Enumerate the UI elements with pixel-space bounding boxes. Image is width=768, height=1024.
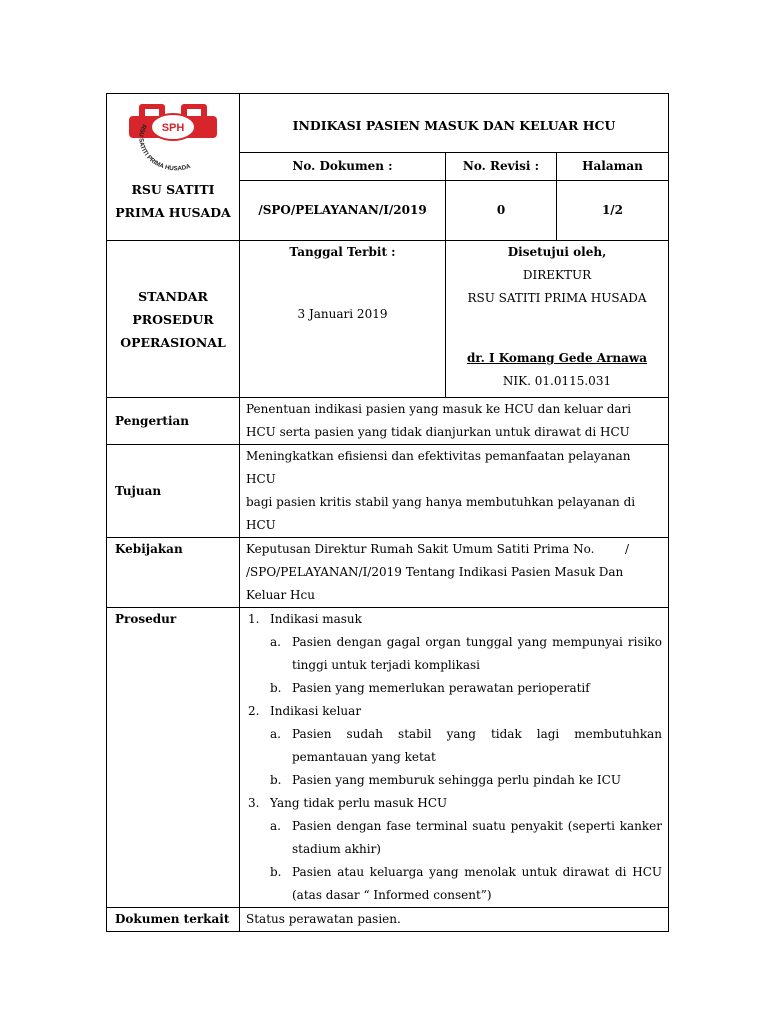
- hospital-name-line1: RSU SATITI: [131, 182, 215, 197]
- kebijakan-label: Kebijakan: [107, 538, 240, 608]
- logo-ring-text: RSU SATITI PRIMA HUSADA: [137, 123, 192, 172]
- sop-label-line3: OPERASIONAL: [120, 334, 226, 350]
- hospital-cell: [107, 94, 240, 241]
- prosedur-item: [240, 792, 668, 815]
- prosedur-item: [240, 700, 668, 723]
- prosedur-sublist: [240, 723, 668, 792]
- pengertian-label: Pengertian: [107, 398, 240, 445]
- sub-item: [240, 677, 668, 700]
- kebijakan-line1: Keputusan Direktur Rumah Sakit Umum Satiti Prima No. /: [246, 542, 629, 556]
- revision-value: 0: [446, 181, 557, 241]
- kebijakan-text: [240, 538, 669, 608]
- prosedur-list: [240, 700, 668, 723]
- tujuan-line2: bagi pasien kritis stabil yang hanya membutuhkan pelayanan di: [246, 495, 636, 509]
- kebijakan-line3: Keluar Hcu: [246, 588, 315, 602]
- sub-text: Pasien dengan fase terminal suatu penyakit (seperti kanker stadium akhir): [292, 819, 662, 856]
- item-title: Indikasi keluar: [270, 704, 362, 718]
- document-title: INDIKASI PASIEN MASUK DAN KELUAR HCU: [240, 94, 669, 153]
- logo-emblem-text: SPH: [161, 122, 185, 134]
- dokumen-terkait-label: Dokumen terkait: [107, 908, 240, 932]
- prosedur-sublist: [240, 815, 668, 907]
- approver-org: RSU SATITI PRIMA HUSADA: [467, 291, 647, 305]
- tujuan-text: [240, 445, 669, 538]
- prosedur-sublist: [240, 631, 668, 700]
- approver-title: DIREKTUR: [522, 268, 592, 282]
- item-title: Indikasi masuk: [270, 612, 362, 626]
- sub-letter: a.: [270, 727, 281, 741]
- dokumen-terkait-value: Status perawatan pasien.: [240, 908, 669, 932]
- sub-item: [240, 769, 668, 792]
- item-number: 1.: [248, 612, 260, 626]
- pengertian-text: [240, 398, 669, 445]
- sub-letter: a.: [270, 819, 281, 833]
- page-value: 1/2: [557, 181, 669, 241]
- sub-letter: b.: [270, 773, 282, 787]
- date-label: Tanggal Terbit :: [289, 245, 396, 259]
- sub-letter: b.: [270, 681, 282, 695]
- sub-text: Pasien sudah stabil yang tidak lagi membutuhkan pemantauan yang ketat: [292, 727, 662, 764]
- sub-text: Pasien dengan gagal organ tunggal yang mempunyai risiko tinggi untuk terjadi komplikasi: [292, 635, 662, 672]
- hospital-logo-icon: [123, 98, 223, 172]
- item-title: Yang tidak perlu masuk HCU: [270, 796, 448, 810]
- sub-text: Pasien yang memerlukan perawatan perioperatif: [292, 681, 590, 695]
- item-number: 2.: [248, 704, 260, 718]
- sop-document: [106, 93, 668, 932]
- tujuan-label: Tujuan: [107, 445, 240, 538]
- sop-label-cell: [107, 241, 240, 398]
- sub-letter: a.: [270, 635, 281, 649]
- sub-text: Pasien atau keluarga yang menolak untuk dirawat di HCU (atas dasar “ Informed consent”): [292, 865, 662, 902]
- pengertian-line1: Penentuan indikasi pasien yang masuk ke HCU dan keluar dari: [246, 402, 632, 416]
- doc-no-label: No. Dokumen :: [240, 153, 446, 181]
- hospital-logo: [123, 98, 223, 172]
- hospital-name-line2: PRIMA HUSADA: [115, 205, 231, 220]
- approval-cell: [446, 241, 669, 398]
- sub-letter: b.: [270, 865, 282, 879]
- sub-text: Pasien yang memburuk sehingga perlu pindah ke ICU: [292, 773, 621, 787]
- item-number: 3.: [248, 796, 260, 810]
- sub-item: [240, 631, 668, 677]
- approver-nik: NIK. 01.0115.031: [502, 374, 612, 388]
- approved-label: Disetujui oleh,: [507, 245, 607, 259]
- approver-name: dr. I Komang Gede Arnawa: [466, 351, 648, 365]
- sub-item: [240, 861, 668, 907]
- date-value: 3 Januari 2019: [297, 307, 388, 321]
- prosedur-label: Prosedur: [107, 608, 240, 908]
- sub-item: [240, 815, 668, 861]
- pengertian-line2: HCU serta pasien yang tidak dianjurkan untuk dirawat di HCU: [246, 425, 630, 439]
- prosedur-text: [240, 608, 669, 908]
- date-cell: [240, 241, 446, 398]
- prosedur-list: [240, 792, 668, 815]
- sop-label-line2: PROSEDUR: [132, 311, 214, 327]
- sop-table: [106, 93, 669, 932]
- doc-no-value: /SPO/PELAYANAN/I/2019: [240, 181, 446, 241]
- page-label: Halaman: [557, 153, 669, 181]
- tujuan-line3: HCU: [246, 518, 276, 532]
- kebijakan-line2: /SPO/PELAYANAN/I/2019 Tentang Indikasi Pasien Masuk Dan: [246, 565, 624, 579]
- prosedur-item: [240, 608, 668, 631]
- revision-label: No. Revisi :: [446, 153, 557, 181]
- sop-label-line1: STANDAR: [138, 288, 208, 304]
- tujuan-line1: Meningkatkan efisiensi dan efektivitas pemanfaatan pelayanan HCU: [246, 449, 631, 486]
- sub-item: [240, 723, 668, 769]
- prosedur-list: [240, 608, 668, 631]
